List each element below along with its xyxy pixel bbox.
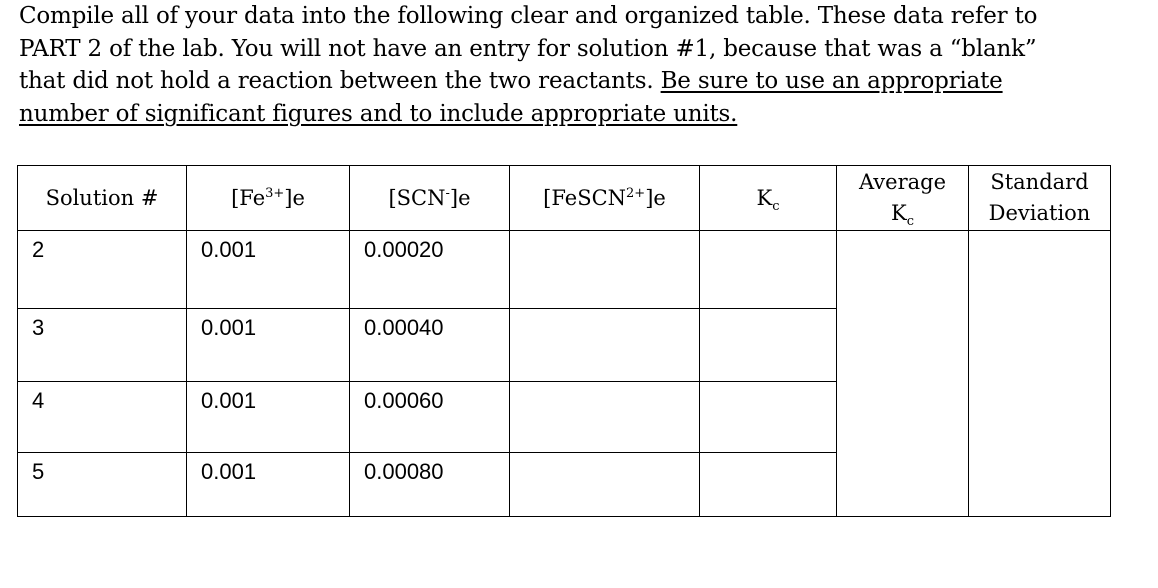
header-std-line1: Standard bbox=[990, 170, 1089, 194]
header-scn-base: [SCN bbox=[388, 185, 446, 210]
table-row bbox=[18, 231, 1111, 309]
instructions-line-3 bbox=[19, 65, 1139, 98]
header-kc-sub: c bbox=[772, 198, 780, 214]
header-fe3-eq bbox=[187, 166, 350, 231]
cell-fe3: 0.001 bbox=[187, 231, 350, 309]
instructions-line-1: Compile all of your data into the following clear and organized table. These data refer to bbox=[19, 3, 1038, 29]
data-table bbox=[17, 165, 1111, 517]
cell-scn: 0.00020 bbox=[350, 231, 510, 309]
instructions-line-3-plain: that did not hold a reaction between the two reactants. bbox=[19, 68, 661, 94]
header-kc bbox=[700, 166, 837, 231]
cell-scn: 0.00060 bbox=[350, 382, 510, 453]
instructions-line-2: PART 2 of the lab. You will not have an entry for solution #1, because that was a “blank” bbox=[19, 35, 1037, 62]
cell-fe3: 0.001 bbox=[187, 382, 350, 453]
header-average-kc bbox=[837, 166, 969, 231]
cell-kc[interactable] bbox=[700, 382, 837, 453]
header-fe3-charge: 3+ bbox=[265, 185, 285, 201]
cell-fescn[interactable] bbox=[510, 309, 700, 382]
header-fescn-charge: 2+ bbox=[626, 185, 646, 201]
cell-average-kc[interactable] bbox=[837, 231, 969, 517]
cell-kc[interactable] bbox=[700, 309, 837, 382]
cell-standard-deviation[interactable] bbox=[969, 231, 1111, 517]
instructions-line-4-underlined: number of significant figures and to include appropriate units. bbox=[19, 100, 738, 127]
header-fe3-tail: ]e bbox=[284, 185, 305, 210]
instructions-line-4 bbox=[19, 98, 1139, 131]
header-scn-eq bbox=[350, 166, 510, 231]
cell-solution: 5 bbox=[18, 453, 187, 517]
header-fescn-eq bbox=[510, 166, 700, 231]
header-row bbox=[18, 166, 1111, 231]
header-kc-base: K bbox=[756, 185, 773, 210]
header-std-line2: Deviation bbox=[988, 201, 1091, 225]
instructions-paragraph bbox=[19, 0, 1139, 130]
header-fescn-tail: ]e bbox=[645, 185, 666, 210]
header-average-kc-sub: c bbox=[906, 214, 914, 230]
cell-kc[interactable] bbox=[700, 453, 837, 517]
header-scn-tail: ]e bbox=[449, 185, 471, 210]
header-scn-charge: - bbox=[445, 185, 450, 201]
header-solution: Solution # bbox=[18, 166, 187, 231]
header-fescn-base: [FeSCN bbox=[543, 185, 627, 210]
cell-fescn[interactable] bbox=[510, 231, 700, 309]
cell-scn: 0.00080 bbox=[350, 453, 510, 517]
cell-fescn[interactable] bbox=[510, 382, 700, 453]
header-average-kc-base: K bbox=[891, 201, 907, 225]
cell-solution: 4 bbox=[18, 382, 187, 453]
cell-scn: 0.00040 bbox=[350, 309, 510, 382]
header-fe3-base: [Fe bbox=[231, 185, 266, 210]
instructions-line-3-underlined: Be sure to use an appropriate bbox=[660, 68, 1003, 94]
header-standard-deviation bbox=[969, 166, 1111, 231]
header-average-line1: Average bbox=[858, 170, 947, 194]
cell-solution: 3 bbox=[18, 309, 187, 382]
cell-fe3: 0.001 bbox=[187, 309, 350, 382]
cell-fescn[interactable] bbox=[510, 453, 700, 517]
cell-solution: 2 bbox=[18, 231, 187, 309]
cell-fe3: 0.001 bbox=[187, 453, 350, 517]
cell-kc[interactable] bbox=[700, 231, 837, 309]
